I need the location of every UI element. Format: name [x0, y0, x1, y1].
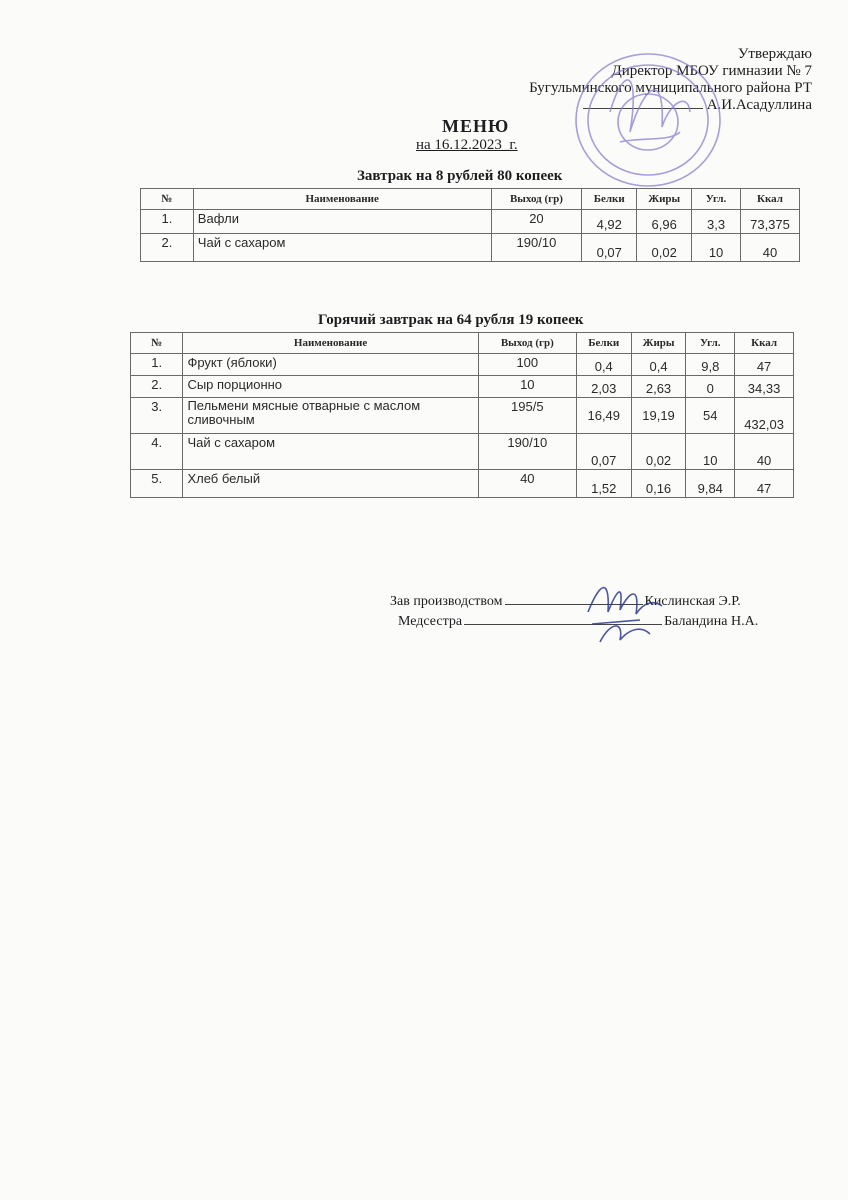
approval-signer: А.И.Асадуллина — [706, 97, 812, 113]
col-header: Жиры — [637, 189, 692, 210]
table-header-row — [131, 333, 794, 354]
dish-output: 190/10 — [491, 234, 582, 262]
dish-fat: 6,96 — [637, 210, 692, 234]
dish-kcal: 73,375 — [740, 210, 799, 234]
dish-fat: 0,02 — [637, 234, 692, 262]
menu-date: на 16.12.2023_г. — [416, 137, 518, 153]
dish-fat: 2,63 — [631, 376, 686, 398]
signature-row — [390, 612, 758, 632]
approval-line-2: Директор МБОУ гимназии № 7 — [611, 63, 812, 79]
dish-carb: 9,84 — [686, 470, 735, 498]
dish-output: 20 — [491, 210, 582, 234]
table-row — [131, 398, 794, 434]
col-header: № — [141, 189, 194, 210]
dish-protein: 0,4 — [576, 354, 631, 376]
table-row — [131, 354, 794, 376]
dish-protein: 1,52 — [576, 470, 631, 498]
col-header: Угл. — [686, 333, 735, 354]
table-row — [141, 210, 800, 234]
dish-output: 195/5 — [478, 398, 576, 434]
breakfast-table — [140, 188, 800, 262]
table-row — [131, 470, 794, 498]
col-header: Жиры — [631, 333, 686, 354]
approval-line-3: Бугульминского муниципального района РТ — [529, 80, 812, 96]
row-number: 3. — [131, 398, 183, 434]
dish-carb: 10 — [686, 434, 735, 470]
dish-kcal: 40 — [735, 434, 794, 470]
col-header: Выход (гр) — [491, 189, 582, 210]
dish-output: 40 — [478, 470, 576, 498]
dish-fat: 19,19 — [631, 398, 686, 434]
col-header: Наименование — [193, 189, 491, 210]
dish-name: Чай с сахаром — [183, 434, 478, 470]
dish-fat: 0,16 — [631, 470, 686, 498]
signature-role: Медсестра — [398, 614, 463, 629]
dish-output: 100 — [478, 354, 576, 376]
hot-breakfast-table — [130, 332, 794, 498]
col-header: Ккал — [735, 333, 794, 354]
dish-carb: 10 — [692, 234, 741, 262]
col-header: Ккал — [740, 189, 799, 210]
breakfast-title: Завтрак на 8 рублей 80 копеек — [357, 168, 563, 184]
dish-kcal: 40 — [740, 234, 799, 262]
table-row — [141, 234, 800, 262]
dish-fat: 0,02 — [631, 434, 686, 470]
dish-name: Чай с сахаром — [193, 234, 491, 262]
col-header: Угл. — [692, 189, 741, 210]
handwritten-signature-icon — [580, 572, 670, 652]
dish-protein: 4,92 — [582, 210, 637, 234]
row-number: 4. — [131, 434, 183, 470]
approval-line-1: Утверждаю — [737, 46, 812, 62]
signature-row — [390, 592, 758, 612]
dish-kcal: 432,03 — [735, 398, 794, 434]
signature-block — [390, 592, 758, 632]
dish-protein: 0,07 — [576, 434, 631, 470]
dish-name: Сыр порционно — [183, 376, 478, 398]
dish-protein: 2,03 — [576, 376, 631, 398]
signature-role: Зав производством — [390, 594, 503, 609]
dish-output: 10 — [478, 376, 576, 398]
col-header: Белки — [576, 333, 631, 354]
dish-carb: 54 — [686, 398, 735, 434]
dish-kcal: 47 — [735, 354, 794, 376]
row-number: 2. — [141, 234, 194, 262]
seal-stamp-icon — [570, 42, 730, 192]
col-header: № — [131, 333, 183, 354]
signature-name: Баландина Н.А. — [664, 614, 759, 629]
dish-carb: 0 — [686, 376, 735, 398]
col-header: Выход (гр) — [478, 333, 576, 354]
col-header: Наименование — [183, 333, 478, 354]
row-number: 1. — [141, 210, 194, 234]
menu-title: МЕНЮ — [442, 116, 510, 136]
hot-breakfast-title: Горячий завтрак на 64 рубля 19 копеек — [318, 312, 584, 328]
table-row — [131, 376, 794, 398]
dish-carb: 9,8 — [686, 354, 735, 376]
dish-kcal: 34,33 — [735, 376, 794, 398]
dish-name: Хлеб белый — [183, 470, 478, 498]
dish-name: Фрукт (яблоки) — [183, 354, 478, 376]
signature-name: Кислинская Э.Р. — [644, 594, 741, 609]
col-header: Белки — [582, 189, 637, 210]
table-row — [131, 434, 794, 470]
dish-name: Вафли — [193, 210, 491, 234]
row-number: 1. — [131, 354, 183, 376]
dish-protein: 0,07 — [582, 234, 637, 262]
dish-fat: 0,4 — [631, 354, 686, 376]
table-header-row — [141, 189, 800, 210]
dish-name: Пельмени мясные отварные с маслом сливочным — [183, 398, 478, 434]
row-number: 5. — [131, 470, 183, 498]
dish-protein: 16,49 — [576, 398, 631, 434]
dish-kcal: 47 — [735, 470, 794, 498]
dish-output: 190/10 — [478, 434, 576, 470]
dish-carb: 3,3 — [692, 210, 741, 234]
row-number: 2. — [131, 376, 183, 398]
